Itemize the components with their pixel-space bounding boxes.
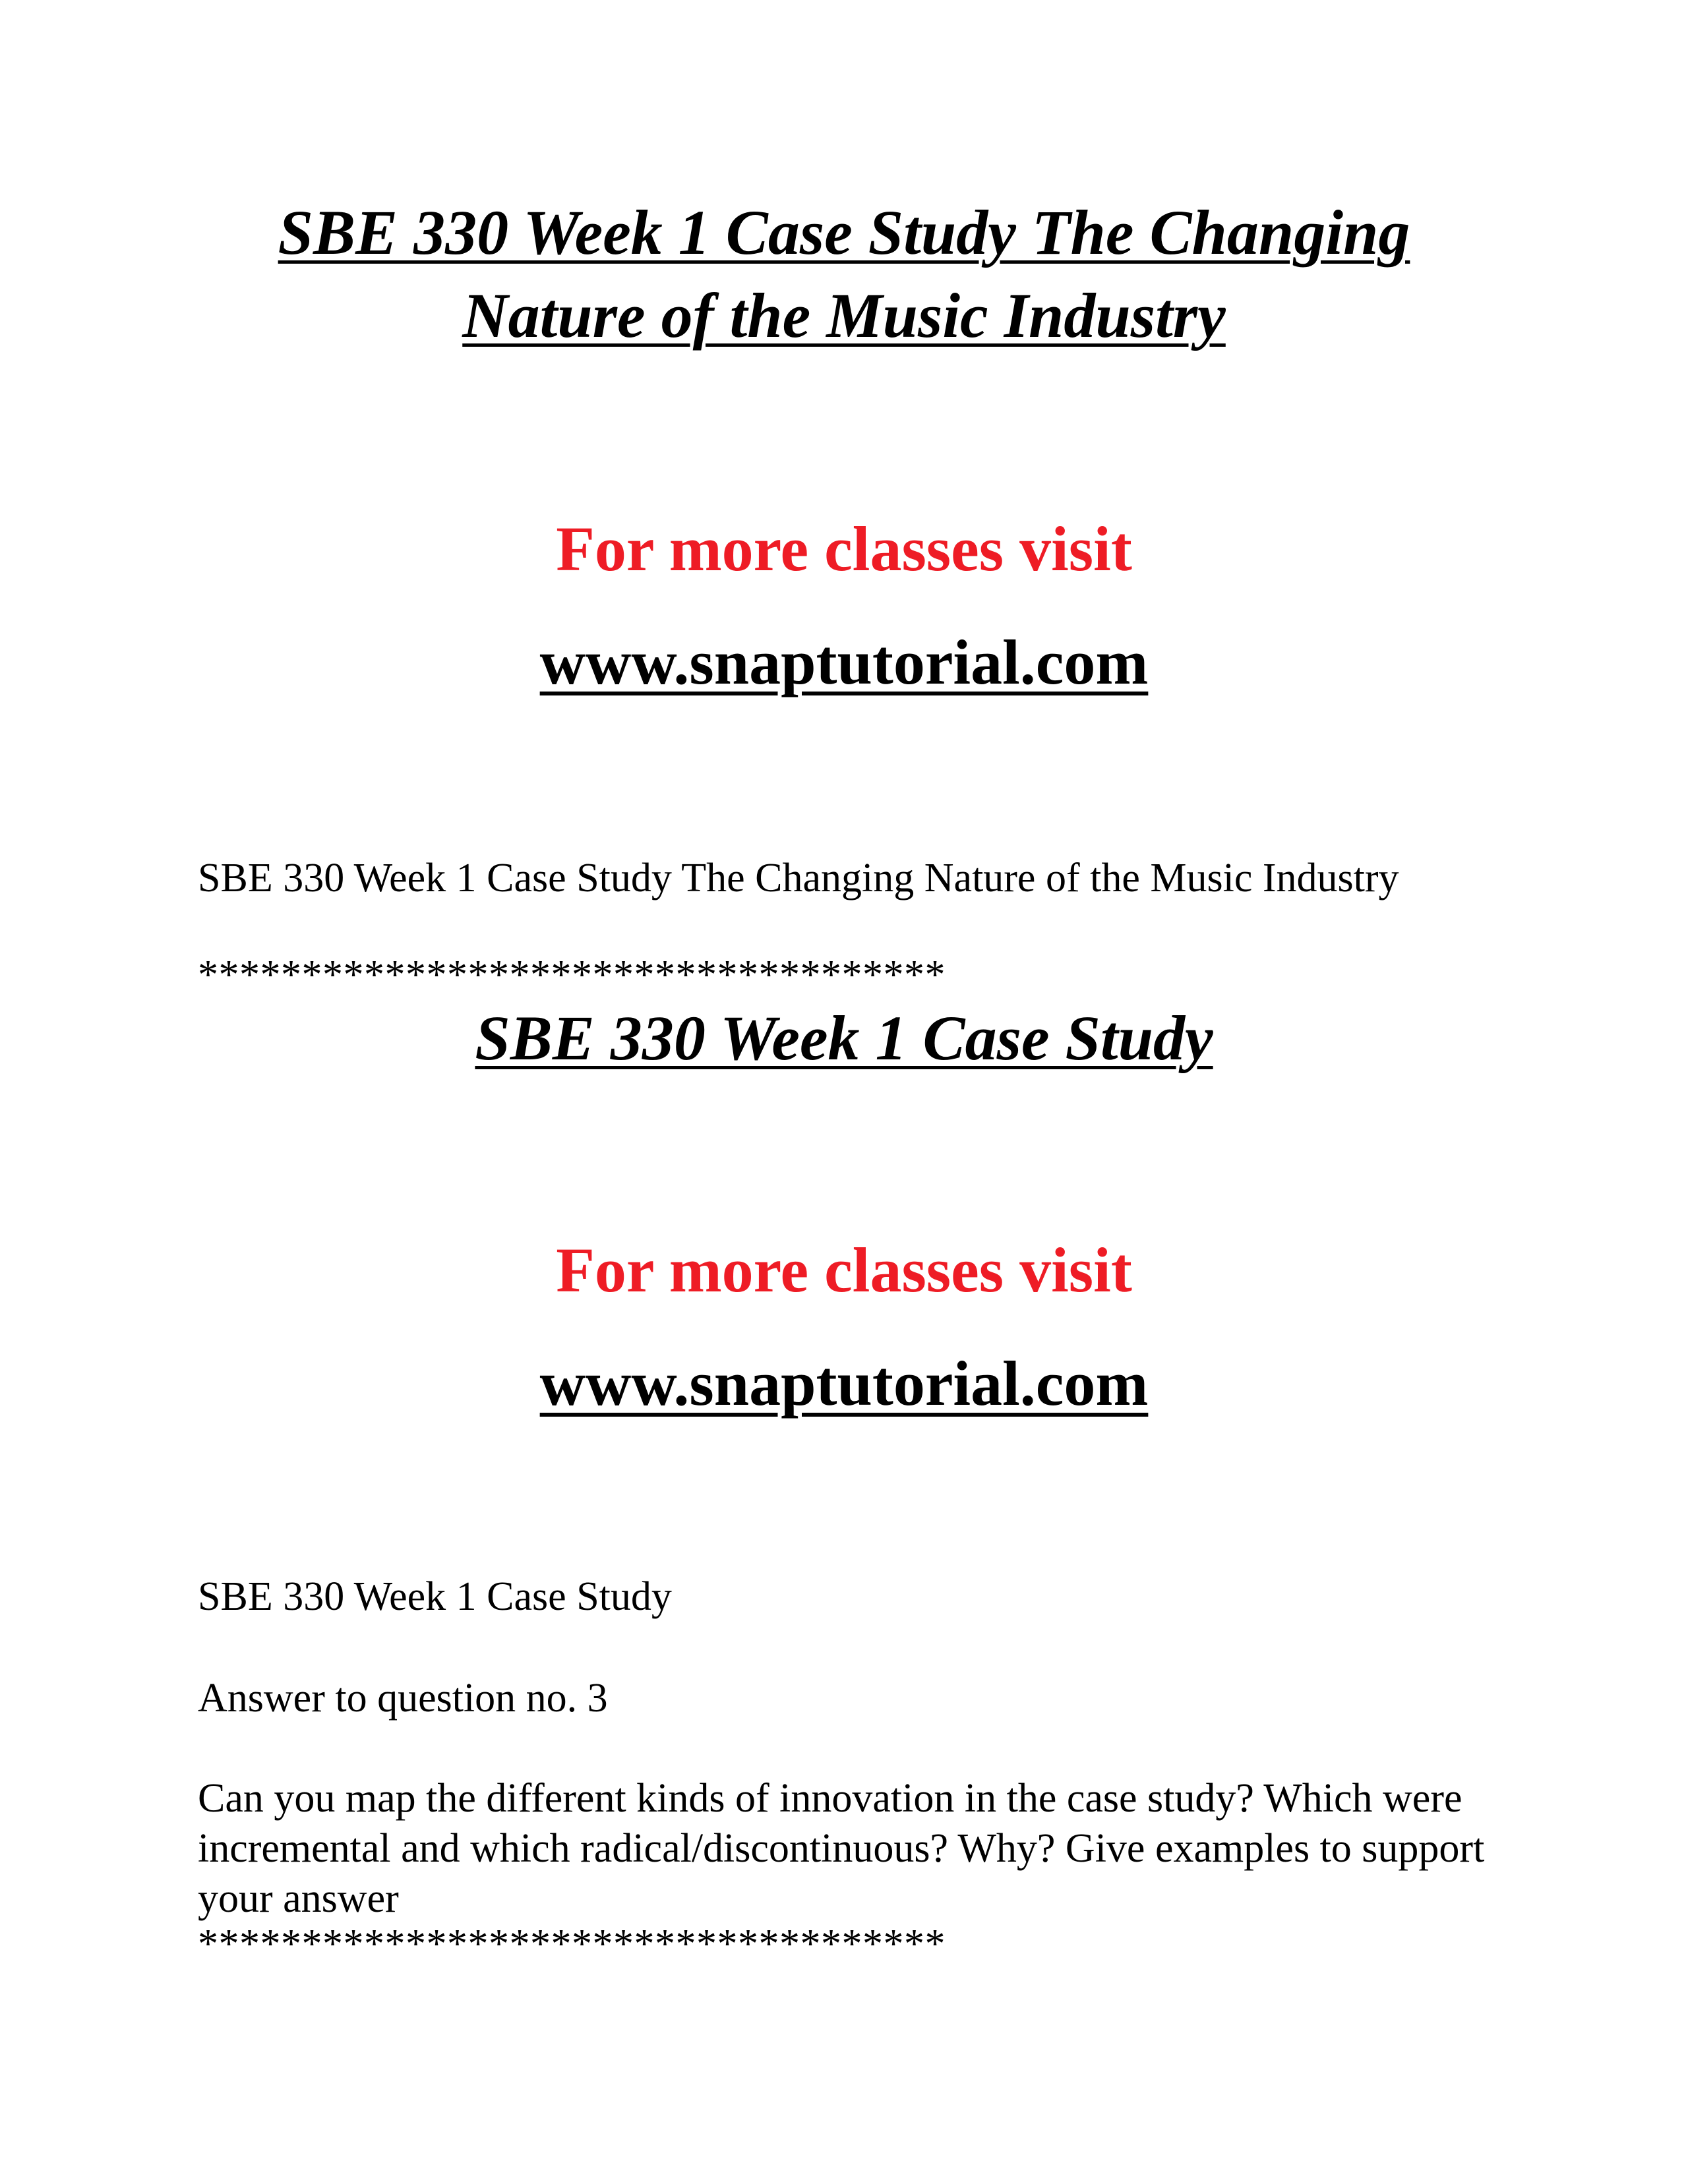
subtitle: SBE 330 Week 1 Case Study	[475, 1003, 1213, 1073]
separator-2: ************************************	[198, 1922, 946, 1966]
main-title: SBE 330 Week 1 Case Study The Changing Nature of the Music Industry	[278, 197, 1410, 351]
promo-text-2: For more classes visit	[556, 1235, 1132, 1305]
promo-text-1: For more classes visit	[556, 514, 1132, 584]
snaptutorial-link-1[interactable]: www.snaptutorial.com	[539, 627, 1149, 697]
separator-1: ************************************	[198, 953, 946, 997]
snaptutorial-link-2[interactable]: www.snaptutorial.com	[539, 1348, 1149, 1419]
question-label: Answer to question no. 3	[198, 1676, 608, 1721]
item-title: SBE 330 Week 1 Case Study	[198, 1574, 672, 1619]
case-study-summary: SBE 330 Week 1 Case Study The Changing Nature of the Music Industry	[198, 856, 1399, 900]
question-text: Can you map the different kinds of innovation in the case study? Which were incremental and which radical/discontinuous? Why? Give examples to support your answer	[198, 1776, 1485, 1921]
